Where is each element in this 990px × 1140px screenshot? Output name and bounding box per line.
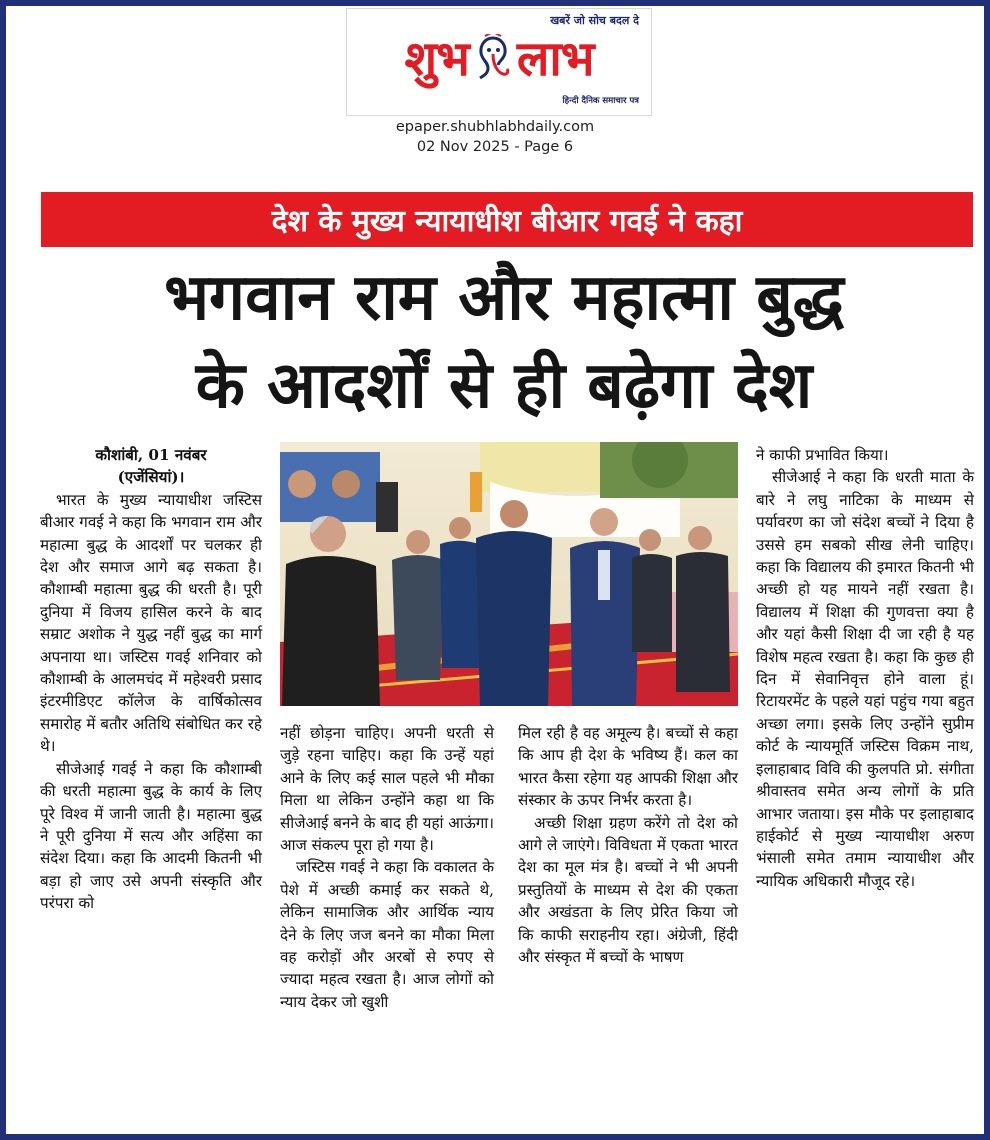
masthead-tagline: खबरें जो सोच बदल दे (550, 14, 639, 27)
article-photo (280, 442, 738, 706)
newspaper-masthead[interactable] (346, 8, 652, 116)
paragraph: मिल रही है वह अमूल्य है। बच्चों से कहा कि आप ही देश के भविष्य हैं। कल का भारत कैसा रहेगा यह आपकी शिक्षा और संस्कार के ऊपर निर्भर करता है। (518, 724, 738, 810)
ganesha-icon (471, 34, 515, 84)
paragraph: भारत के मुख्य न्यायाधीश जस्टिस बीआर गवई ने कहा कि भगवान राम और महात्मा बुद्ध के आदर्शों पर चलकर ही देश और समाज आगे बढ़ सकता है। कौशाम्बी महात्मा बुद्ध की धरती है। पूरी दुनिया में विजय हासिल करने के बाद सम्राट अशोक ने युद्ध नहीं बुद्ध का मार्ग अपनाया था। जस्टिस गवई शनिवार को कौशाम्बी के आलमचंद में महेश्वरी प्रसाद इंटरमीडिएट कॉलेज के वार्षिकोत्सव समारोह में बतौर अतिथि संबोधित कर रहे थे। (40, 490, 262, 756)
paragraph: ने काफी प्रभावित किया। (756, 446, 889, 464)
source-url[interactable]: epaper.shubhlabhdaily.com (395, 119, 595, 135)
paragraph: सीजेआई गवई ने कहा कि कौशाम्बी की धरती महात्मा बुद्ध के कार्य के लिए पूरे विश्व में जानी जाती है। महात्मा बुद्ध ने पूरी दुनिया में सत्य और अहिंसा का संदेश दिया। कहा कि आदमी कितनी भी बड़ा हो जाए उसे अपनी संस्कृति और परंपरा को (40, 759, 262, 913)
paragraph: नहीं छोड़ना चाहिए। अपनी धरती से जुड़े रहना चाहिए। कहा कि उन्हें यहां आने के लिए कई साल पहले भी मौका मिला था लेकिन उन्होंने कहा था कि सीजेआई बनने के बाद ही यहां आऊंगा। आज संकल्प पूरा हो गया है। (280, 724, 494, 855)
headline-line-2: के आदर्शों से ही बढ़ेगा देश (195, 349, 813, 423)
article-column-3 (518, 722, 738, 968)
article-column-4 (756, 444, 974, 892)
article-column-2 (280, 722, 494, 1013)
masthead-subtitle: हिन्दी दैनिक समाचार पत्र (562, 96, 639, 106)
issue-date-page: 02 Nov 2025 - Page 6 (416, 139, 574, 155)
article-kicker: देश के मुख्य न्यायाधीश बीआर गवई ने कहा (41, 192, 973, 247)
logo-word-right: लाभ (516, 31, 594, 87)
paragraph: सीजेआई ने कहा कि धरती माता के बारे ने लघु नाटिका के माध्यम से पर्यावरण का जो संदेश बच्चों ने दिया है उससे हम सबको सीख लेनी चाहिए। कहा कि विद्यालय की इमारत कितनी भी अच्छी हो यह मायने नहीं रखता है। विद्यालय में शिक्षा की गुणवत्ता क्या है और यहां कैसी शिक्षा दी जा रही है यह विशेष महत्व रखता है। कहा कि कुछ ही दिन में सेवानिवृत्त होने वाला हूं। रिटायरमेंट के पहले यहां पहुंच गया बहुत अच्छा लगा। इसके लिए उन्होंने सुप्रीम कोर्ट के न्यायमूर्ति जस्टिस विक्रम नाथ, इलाहाबाद विवि की कुलपति प्रो. संगीता श्रीवास्तव समेत अन्य लोगों के प्रति आभार जताया। इस मौके पर इलाहाबाद हाईकोर्ट से मुख्य न्यायाधीश अरुण भंसाली समेत तमाम न्यायाधीश और न्यायिक अधिकारी मौजूद रहे। (756, 468, 974, 890)
paragraph: अच्छी शिक्षा ग्रहण करेंगे तो देश को आगे ले जाएंगे। विविधता में एकता भारत देश का मूल मंत्र है। बच्चों ने भी अपनी प्रस्तुतियों के माध्यम से देश की एकता और अखंडता के लिए प्रेरित किया जो कि काफी सराहनीय रहा। अंग्रेजी, हिंदी और संस्कृत में बच्चों के भाषण (518, 813, 738, 967)
article-column-1 (40, 444, 262, 915)
newspaper-logo (353, 29, 645, 89)
dateline-agency: (एजेंसियां)। (117, 468, 185, 487)
article-dateline (40, 444, 262, 489)
paragraph: जस्टिस गवई ने कहा कि वकालत के पेशे में अच्छी कमाई कर सकते थे, लेकिन सामाजिक और आर्थिक न्याय देने के लिए जज बनने का मौका मिला वह करोड़ों और अरबों से रुपए से ज्यादा महत्व रखता है। आज लोगों को न्याय देकर जो खुशी (280, 858, 494, 1011)
article-headline (36, 254, 972, 430)
logo-word-left: शुभ (404, 31, 469, 87)
dateline-place-date: कौशांबी, 01 नवंबर (95, 446, 207, 464)
headline-line-1: भगवान राम और महात्मा बुद्ध (164, 261, 844, 335)
